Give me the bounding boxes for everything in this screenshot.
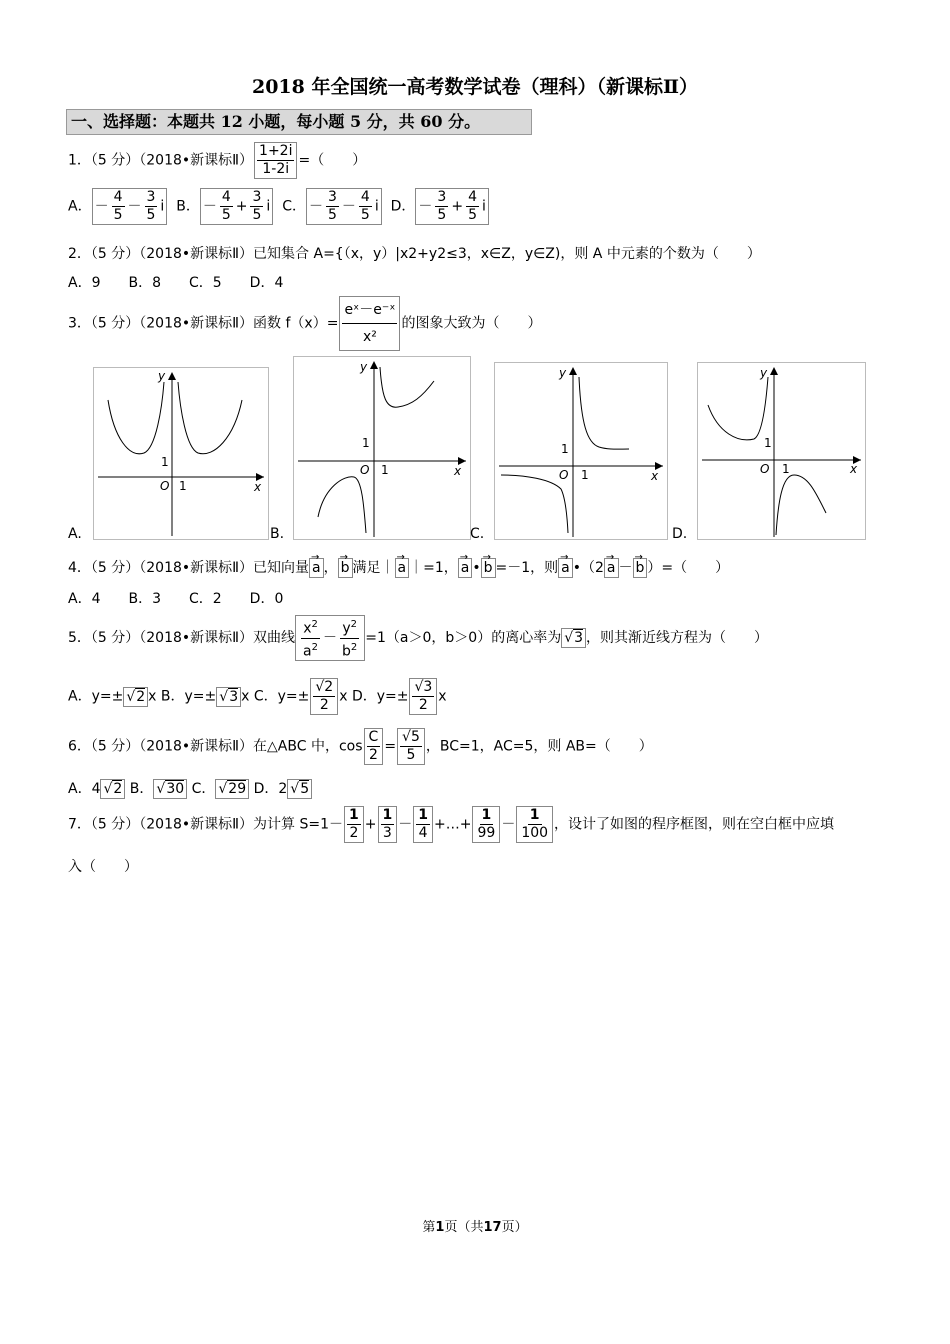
graph-a-svg [94, 368, 268, 539]
svg-text:x: x [651, 469, 659, 483]
question-2: 2．（5 分）（2018•新课标Ⅱ）已知集合 A={（x，y）|x2+y2≤3，x∈Z，y∈Z)，则 A 中元素的个数为（ ） [68, 246, 761, 262]
graph-c-label: C. [470, 526, 485, 542]
graph-option-a [93, 367, 269, 540]
graph-option-c [494, 362, 668, 540]
question-6-options: A．4 √2 B． √30 C． √29 D．2 √5 [68, 778, 312, 799]
question-5-options: A．y=± √2 x B．y=± √3 x C．y=± $\frac{√2}{2}$ x D．y=± $\frac{√3}{2}$ x [68, 679, 447, 713]
svg-text:x: x [454, 464, 462, 478]
question-4: 4．（5 分）（2018•新课标Ⅱ）已知向量→ a ，→ b 满足｜→ a ｜=1，→ a •→ b =－1，则→ a •（2→ a －→ b ）=（ ） [68, 557, 729, 578]
svg-text:x: x [254, 480, 262, 494]
svg-text:y: y [559, 366, 567, 380]
question-6: 6．（5 分）（2018•新课标Ⅱ）在△ABC 中，cos $\frac{C}{2}$ = $\frac{√5}{5}$ ，BC=1，AC=5，则 AB=（ ） [68, 729, 653, 763]
question-3: 3．（5 分）（2018•新课标Ⅱ）函数 f（x）= $\frac{\text{eˣ－e⁻ˣ}}{\text{x²}}$ 的图象大致为（ ） [68, 296, 541, 351]
svg-text:1: 1 [381, 463, 389, 477]
graph-b-svg [294, 357, 470, 539]
svg-text:O: O [160, 479, 170, 493]
svg-text:1: 1 [179, 479, 187, 493]
svg-text:1: 1 [764, 436, 772, 450]
section-heading: 一、选择题：本题共 12 小题，每小题 5 分，共 60 分。 [66, 109, 532, 135]
q3-fraction: $\frac{\text{eˣ－e⁻ˣ}}{\text{x²}}$ [339, 296, 400, 351]
graph-d-svg [698, 363, 865, 539]
svg-text:1: 1 [581, 468, 589, 482]
page-title: 2018 年全国统一高考数学试卷（理科）（新课标Ⅱ） [251, 76, 698, 98]
question-1-options: A． － $\frac{4}{5}$ － $\frac{3}{5}$ i B． － $\frac{4}{5}$ + $\frac{3}{5}$ i C． － $\frac{3}{5}$ － $\frac{4}{5}$ i D． － $\frac{3}{5}$ + $\frac{4}{5}$ i [68, 188, 489, 225]
graph-c-svg [495, 363, 667, 539]
question-2-options: A．9 B．8 C．5 D．4 [68, 275, 284, 291]
q1-fraction: $\frac{1+2i}{1-2i}$ [254, 142, 297, 179]
page-footer: 第1页（共17页） [422, 1220, 528, 1235]
svg-text:x: x [850, 462, 858, 476]
question-7: 7．（5 分）（2018•新课标Ⅱ）为计算 S=1－ $\frac{1}{2}$ + $\frac{1}{3}$ － $\frac{1}{4}$ +…+ $\frac{1}{99}$ － $\frac{1}{100}$ ，设计了如图的程序框图，则在空白框中应填 [68, 807, 835, 841]
svg-text:y: y [360, 360, 368, 374]
graph-option-d [697, 362, 866, 540]
svg-text:O: O [760, 462, 770, 476]
svg-text:1: 1 [561, 442, 569, 456]
graph-option-b [293, 356, 471, 540]
svg-text:y: y [158, 369, 166, 383]
question-7-line2: 入（ ） [68, 859, 138, 875]
graph-b-label: B. [270, 526, 285, 542]
question-4-options: A．4 B．3 C．2 D．0 [68, 591, 284, 607]
svg-text:1: 1 [782, 462, 790, 476]
question-5: 5．（5 分）（2018•新课标Ⅱ）双曲线 $\frac{x^2}{a^2}$ － $\frac{y^2}{b^2}$ =1（a＞0，b＞0）的离心率为 √3 ，则其渐近线方程为（ ） [68, 615, 768, 661]
graph-a-label: A. [68, 526, 82, 542]
svg-text:1: 1 [161, 455, 169, 469]
question-1: 1．（5 分）（2018•新课标Ⅱ） $\frac{1+2i}{1-2i}$ =（ ） [68, 143, 367, 177]
svg-text:O: O [360, 463, 370, 477]
svg-text:O: O [559, 468, 569, 482]
graph-d-label: D. [672, 526, 688, 542]
svg-text:1: 1 [362, 436, 370, 450]
svg-text:y: y [760, 366, 768, 380]
